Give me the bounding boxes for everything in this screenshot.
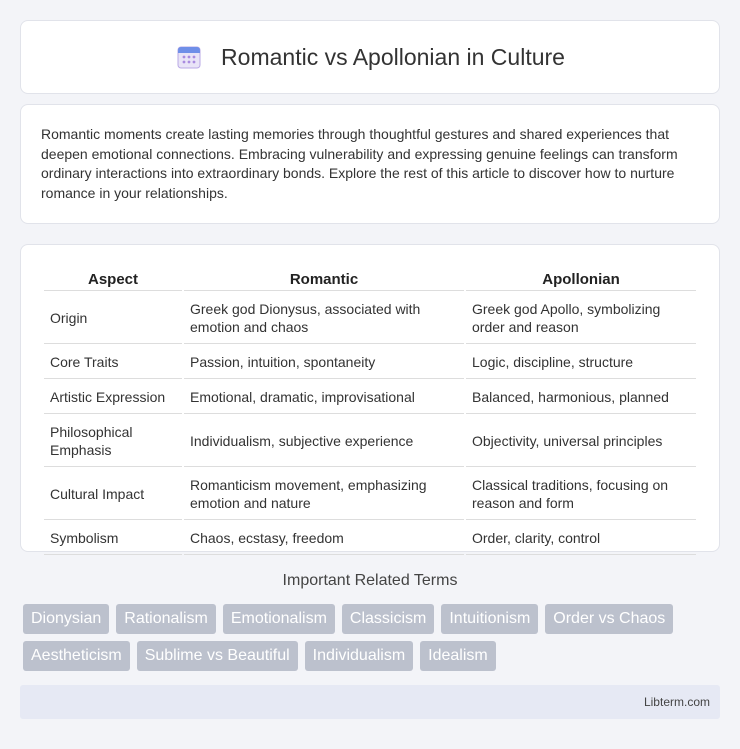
comparison-table-card: [20, 244, 720, 552]
table-row: [44, 346, 696, 379]
tag-rationalism[interactable]: Rationalism: [116, 604, 216, 634]
title-wrap: [175, 43, 565, 71]
header-apollonian: Apollonian: [466, 267, 696, 291]
cell-aspect: Cultural Impact: [44, 469, 182, 520]
cell-aspect: Philosophical Emphasis: [44, 416, 182, 467]
header-romantic: Romantic: [184, 267, 464, 291]
table-row: [44, 381, 696, 414]
related-terms-title: Important Related Terms: [282, 572, 458, 589]
cell-apollonian: Objectivity, universal principles: [466, 416, 696, 467]
table-row: [44, 293, 696, 344]
tag-dionysian[interactable]: Dionysian: [23, 604, 109, 634]
tag-emotionalism[interactable]: Emotionalism: [223, 604, 335, 634]
intro-card: [20, 104, 720, 224]
tag-idealism[interactable]: Idealism: [420, 641, 496, 671]
cell-apollonian: Greek god Apollo, symbolizing order and reason: [466, 293, 696, 344]
cell-romantic: Romanticism movement, emphasizing emotion and nature: [184, 469, 464, 520]
cell-apollonian: Balanced, harmonious, planned: [466, 381, 696, 414]
cell-romantic: Greek god Dionysus, associated with emotion and chaos: [184, 293, 464, 344]
cell-apollonian: Classical traditions, focusing on reason and form: [466, 469, 696, 520]
cell-romantic: Emotional, dramatic, improvisational: [184, 381, 464, 414]
tag-order-vs-chaos[interactable]: Order vs Chaos: [545, 604, 673, 634]
cell-romantic: Chaos, ecstasy, freedom: [184, 522, 464, 555]
page-title: Romantic vs Apollonian in Culture: [221, 43, 565, 70]
tag-intuitionism[interactable]: Intuitionism: [441, 604, 538, 634]
cell-apollonian: Order, clarity, control: [466, 522, 696, 555]
cell-apollonian: Logic, discipline, structure: [466, 346, 696, 379]
table-row: [44, 469, 696, 520]
intro-paragraph: Romantic moments create lasting memories through thoughtful gestures and shared experiences that deepen emotional connections. Embracing vulnerability and expressing genuine feelings can transform ordinary interactions into extraordinary bonds. Explore the rest of this article to discover how to nurture romance in your relationships.: [41, 126, 678, 201]
tag-sublime-vs-beautiful[interactable]: Sublime vs Beautiful: [137, 641, 298, 671]
tag-individualism[interactable]: Individualism: [305, 641, 413, 671]
cell-aspect: Symbolism: [44, 522, 182, 555]
header-aspect: Aspect: [44, 267, 182, 291]
footer: [20, 685, 720, 719]
cell-aspect: Artistic Expression: [44, 381, 182, 414]
header-card: [20, 20, 720, 94]
footer-site-link[interactable]: Libterm.com: [643, 695, 710, 709]
related-terms-list: [23, 604, 723, 671]
table-row: [44, 416, 696, 467]
tag-classicism[interactable]: Classicism: [342, 604, 434, 634]
cell-aspect: Core Traits: [44, 346, 182, 379]
cell-aspect: Origin: [44, 293, 182, 344]
comparison-table: [42, 265, 698, 557]
tag-aestheticism[interactable]: Aestheticism: [23, 641, 130, 671]
cell-romantic: Individualism, subjective experience: [184, 416, 464, 467]
calendar-icon: [175, 43, 203, 71]
table-row: [44, 522, 696, 555]
table-header-row: [44, 267, 696, 291]
cell-romantic: Passion, intuition, spontaneity: [184, 346, 464, 379]
